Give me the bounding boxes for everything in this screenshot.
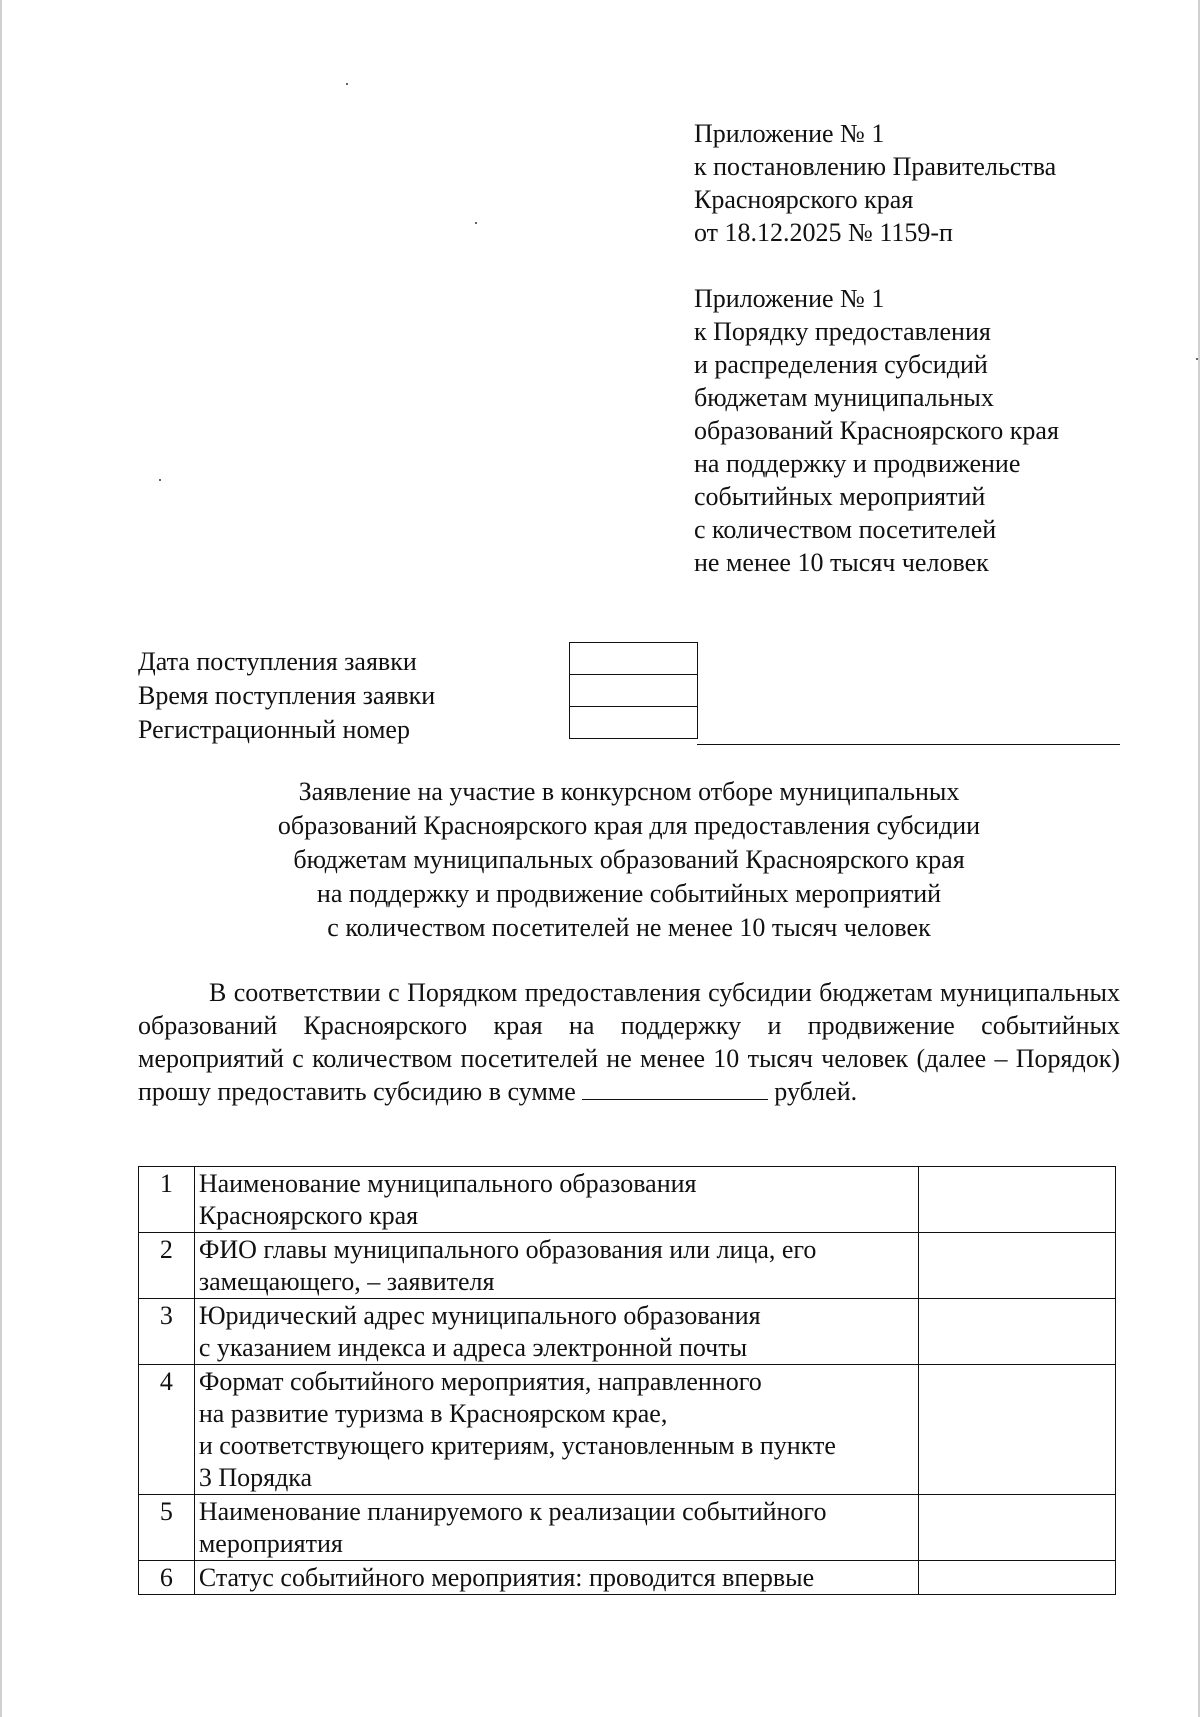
registration-number-field[interactable]: [570, 707, 698, 739]
row-description-line: мероприятия: [198, 1529, 343, 1558]
row-description-line: замещающего, – заявителя: [198, 1267, 495, 1296]
registration-labels: [138, 645, 435, 747]
appendix-line: не менее 10 тысяч человек: [694, 548, 989, 577]
row-description-line: Наименование муниципального образования: [198, 1169, 697, 1198]
row-number: 5: [139, 1495, 195, 1561]
row-description: [194, 1299, 918, 1365]
row-description-line: Красноярского края: [198, 1201, 419, 1230]
row-number: 6: [139, 1561, 195, 1595]
appendix-procedure: [694, 282, 1059, 579]
request-text: В соответствии с Порядком предоставления субсидии бюджетам муниципальных образований Красноярского края на поддержку и продвижение событийных мероприятий с количеством посетителей не менее 10 тысяч человек (далее – Порядок) прошу предоставить субсидию в сумме: [138, 978, 1120, 1106]
amount-blank-field[interactable]: [582, 1079, 768, 1100]
appendix-line: к постановлению Правительства: [694, 152, 1057, 181]
title-line: образований Красноярского края для предоставления субсидии: [277, 811, 981, 840]
title-line: бюджетам муниципальных образований Красноярского края: [293, 845, 965, 874]
appendix-line: к Порядку предоставления: [694, 317, 991, 346]
row-number: 1: [139, 1167, 195, 1233]
row-description-line: Статус событийного мероприятия: проводится впервые: [198, 1563, 815, 1592]
appendix-line: Приложение № 1: [694, 284, 885, 313]
row-description-line: Наименование планируемого к реализации событийного: [198, 1497, 827, 1526]
row-description-line: с указанием индекса и адреса электронной почты: [198, 1333, 748, 1362]
row-number: 4: [139, 1365, 195, 1495]
table-row: [139, 1233, 1116, 1299]
table-row: [139, 1167, 1116, 1233]
appendix-line: событийных мероприятий: [694, 482, 986, 511]
date-received-field[interactable]: [570, 643, 698, 675]
appendix-government-resolution: [694, 117, 1056, 249]
scan-speck: [475, 222, 477, 224]
row-description-line: Формат событийного мероприятия, направленного: [198, 1367, 762, 1396]
title-line: Заявление на участие в конкурсном отборе муниципальных: [298, 777, 960, 806]
scan-speck: [346, 83, 348, 85]
appendix-line: Красноярского края: [694, 185, 914, 214]
registration-underline: [697, 744, 1120, 745]
appendix-line: бюджетам муниципальных: [694, 383, 994, 412]
appendix-line: от 18.12.2025 № 1159-п: [694, 218, 953, 247]
row-description: [194, 1167, 918, 1233]
application-info-table: [138, 1166, 1116, 1595]
table-row: [139, 1299, 1116, 1365]
application-title: [138, 775, 1120, 945]
row-description: [194, 1365, 918, 1495]
row-value-cell[interactable]: [918, 1299, 1115, 1365]
scan-speck: [1196, 358, 1198, 360]
scan-speck: [159, 479, 161, 481]
title-line: с количеством посетителей не менее 10 тысяч человек: [327, 913, 931, 942]
amount-suffix: рублей.: [774, 1077, 858, 1106]
table-row: [139, 1561, 1116, 1595]
row-number: 3: [139, 1299, 195, 1365]
row-number: 2: [139, 1233, 195, 1299]
time-received-field[interactable]: [570, 675, 698, 707]
row-value-cell[interactable]: [918, 1233, 1115, 1299]
row-value-cell[interactable]: [918, 1365, 1115, 1495]
row-description-line: Юридический адрес муниципального образования: [198, 1301, 761, 1330]
table-row: [139, 1365, 1116, 1495]
time-received-label: Время поступления заявки: [138, 681, 436, 710]
title-line: на поддержку и продвижение событийных мероприятий: [316, 879, 942, 908]
row-description: [194, 1561, 918, 1595]
request-paragraph: [138, 976, 1120, 1108]
row-value-cell[interactable]: [918, 1167, 1115, 1233]
row-description-line: и соответствующего критериям, установленным в пункте: [198, 1431, 836, 1460]
row-value-cell[interactable]: [918, 1561, 1115, 1595]
row-description: [194, 1495, 918, 1561]
registration-boxes: [569, 642, 698, 739]
appendix-line: с количеством посетителей: [694, 515, 997, 544]
appendix-line: Приложение № 1: [694, 119, 885, 148]
row-description: [194, 1233, 918, 1299]
registration-number-label: Регистрационный номер: [138, 715, 410, 744]
appendix-line: образований Красноярского края: [694, 416, 1059, 445]
table-row: [139, 1495, 1116, 1561]
row-description-line: ФИО главы муниципального образования или лица, его: [198, 1235, 817, 1264]
appendix-line: и распределения субсидий: [694, 350, 988, 379]
date-received-label: Дата поступления заявки: [138, 647, 417, 676]
row-description-line: на развитие туризма в Красноярском крае,: [198, 1399, 668, 1428]
row-description-line: 3 Порядка: [198, 1463, 313, 1492]
appendix-line: на поддержку и продвижение: [694, 449, 1021, 478]
row-value-cell[interactable]: [918, 1495, 1115, 1561]
scan-edge-left: [0, 0, 2, 1717]
